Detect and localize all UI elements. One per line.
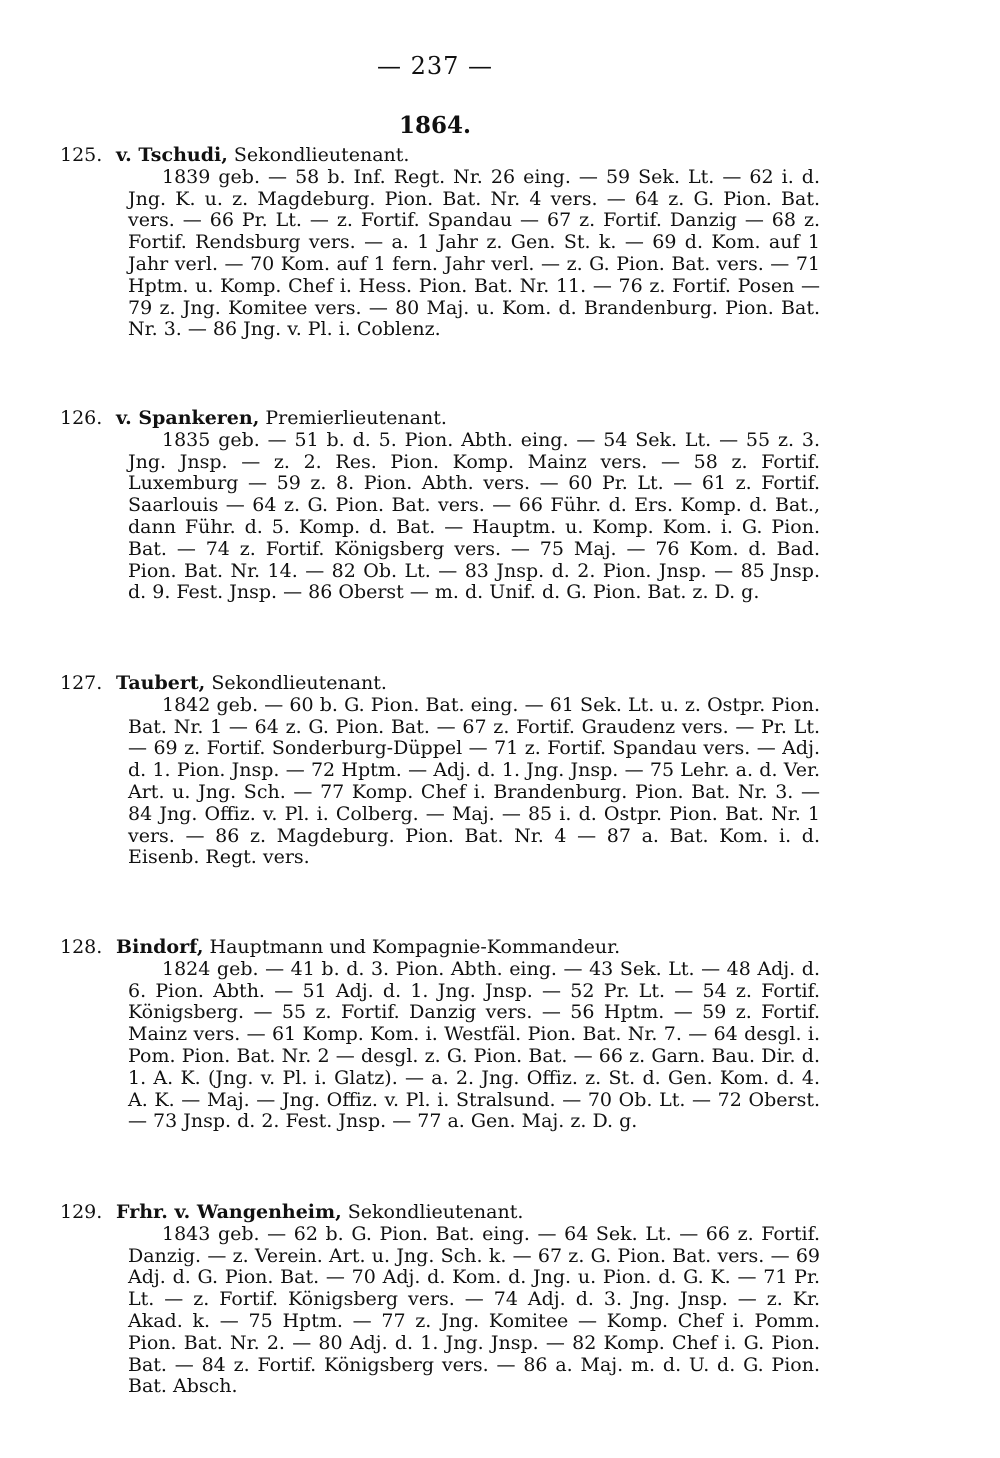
biography-entry <box>60 145 820 341</box>
entry-number: 129. <box>60 1201 103 1223</box>
entry-heading <box>60 673 820 695</box>
entry-number: 125. <box>60 144 103 166</box>
entry-name: Bindorf, <box>116 936 204 958</box>
entry-heading <box>60 937 820 959</box>
entry-number: 128. <box>60 936 103 958</box>
biography-entry <box>60 673 820 869</box>
entry-text: 1835 geb. — 51 b. d. 5. Pion. Abth. eing. — 54 Sek. Lt. — 55 z. 3. Jng. Jnsp. — z. 2. Res. Pion. Komp. Mainz vers. — 58 z. Fortif. Luxemburg — 59 z. 8. Pion. Abth. vers. — 60 Pr. Lt. — 61 z. Fortif. Saarlouis — 64 z. G. Pion. Bat. vers. — 66 Führ. d. Ers. Komp. d. Bat., dann Führ. d. 5. Komp. d. Bat. — Hauptm. u. Komp. Kom. i. G. Pion. Bat. — 74 z. Fortif. Königsberg vers. — 75 Maj. — 76 Kom. d. Bad. Pion. Bat. Nr. 14. — 82 Ob. Lt. — 83 Jnsp. d. 2. Pion. Jnsp. — 85 Jnsp. d. 9. Fest. Jnsp. — 86 Oberst — m. d. Unif. d. G. Pion. Bat. z. D. g. <box>128 428 820 604</box>
entry-name: v. Spankeren, <box>116 407 260 429</box>
entry-rank: Sekondlieutenant. <box>347 1201 524 1223</box>
biography-entry <box>60 937 820 1133</box>
entry-text: 1842 geb. — 60 b. G. Pion. Bat. eing. — 61 Sek. Lt. u. z. Ostpr. Pion. Bat. Nr. 1 — 64 z. G. Pion. Bat. — 67 z. Fortif. Graudenz vers. — Pr. Lt. — 69 z. Fortif. Sonderburg-Düppel — 71 z. Fortif. Spandau vers. — Adj. d. 1. Pion. Jnsp. — 72 Hptm. — Adj. d. 1. Jng. Jnsp. — 75 Lehr. a. d. Ver. Art. u. Jng. Sch. — 77 Komp. Chef i. Brandenburg. Pion. Bat. Nr. 3. — 84 Jng. Offiz. v. Pl. i. Colberg. — Maj. — 85 i. d. Ostpr. Pion. Bat. Nr. 1 vers. — 86 z. Magdeburg. Pion. Bat. Nr. 4 — 87 a. Bat. Kom. i. d. Eisenb. Regt. vers. <box>128 693 820 869</box>
entry-heading <box>60 1202 820 1224</box>
entry-rank: Hauptmann und Kompagnie-Kommandeur. <box>209 936 621 958</box>
entry-rank: Sekondlieutenant. <box>211 672 387 694</box>
entry-name: Taubert, <box>116 672 206 694</box>
entry-name: Frhr. v. Wangenheim, <box>116 1201 342 1223</box>
biography-entry <box>60 408 820 604</box>
entry-text: 1839 geb. — 58 b. Inf. Regt. Nr. 26 eing. — 59 Sek. Lt. — 62 i. d. Jng. K. u. z. Magdeburg. Pion. Bat. Nr. 4 vers. — 64 z. G. Pion. Bat. vers. — 66 Pr. Lt. — z. Fortif. Spandau — 67 z. Fortif. Danzig — 68 z. Fortif. Rendsburg vers. — a. 1 Jahr z. Gen. St. k. — 69 d. Kom. auf 1 Jahr verl. — 70 Kom. auf 1 fern. Jahr verl. — z. G. Pion. Bat. vers. — 71 Hptm. u. Komp. Chef i. Hess. Pion. Bat. Nr. 11. — 76 z. Fortif. Posen — 79 z. Jng. Komitee vers. — 80 Maj. u. Kom. d. Brandenburg. Pion. Bat. Nr. 3. — 86 Jng. v. Pl. i. Coblenz. <box>128 165 820 341</box>
entry-rank: Premierlieutenant. <box>265 407 447 429</box>
entry-text: 1824 geb. — 41 b. d. 3. Pion. Abth. eing. — 43 Sek. Lt. — 48 Adj. d. 6. Pion. Abth. — 51 Adj. d. 1. Jng. Jnsp. — 52 Pr. Lt. — 54 z. Fortif. Königsberg. — 55 z. Fortif. Danzig vers. — 56 Hptm. — 59 z. Fortif. Mainz vers. — 61 Komp. Kom. i. Westfäl. Pion. Bat. Nr. 7. — 64 desgl. i. Pom. Pion. Bat. Nr. 2 — desgl. z. G. Pion. Bat. — 66 z. Garn. Bau. Dir. d. 1. A. K. (Jng. v. Pl. i. Glatz). — a. 2. Jng. Offiz. z. St. d. Gen. Kom. d. 4. A. K. — Maj. — Jng. Offiz. v. Pl. i. Stralsund. — 70 Ob. Lt. — 72 Oberst. — 73 Jnsp. d. 2. Fest. Jnsp. — 77 a. Gen. Maj. z. D. g. <box>128 957 820 1133</box>
page-number: — 237 — <box>376 52 494 80</box>
biography-entry <box>60 1202 820 1398</box>
entry-heading <box>60 408 820 430</box>
year-heading: 1864. <box>398 112 472 139</box>
entry-heading <box>60 145 820 167</box>
entry-name: v. Tschudi, <box>116 144 228 166</box>
entry-text: 1843 geb. — 62 b. G. Pion. Bat. eing. — 64 Sek. Lt. — 66 z. Fortif. Danzig. — z. Verein. Art. u. Jng. Sch. k. — 67 z. G. Pion. Bat. vers. — 69 Adj. d. G. Pion. Bat. — 70 Adj. d. Kom. d. Jng. u. Pion. d. G. K. — 71 Pr. Lt. — z. Fortif. Königsberg vers. — 74 Adj. d. 3. Jng. Jnsp. — z. Kr. Akad. k. — 75 Hptm. — 77 z. Jng. Komitee — Komp. Chef i. Pomm. Pion. Bat. Nr. 2. — 80 Adj. d. 1. Jng. Jnsp. — 82 Komp. Chef i. G. Pion. Bat. — 84 z. Fortif. Königsberg vers. — 86 a. Maj. m. d. U. d. G. Pion. Bat. Absch. <box>128 1222 820 1398</box>
entry-number: 127. <box>60 672 103 694</box>
entry-rank: Sekondlieutenant. <box>233 144 410 166</box>
entry-number: 126. <box>60 407 103 429</box>
